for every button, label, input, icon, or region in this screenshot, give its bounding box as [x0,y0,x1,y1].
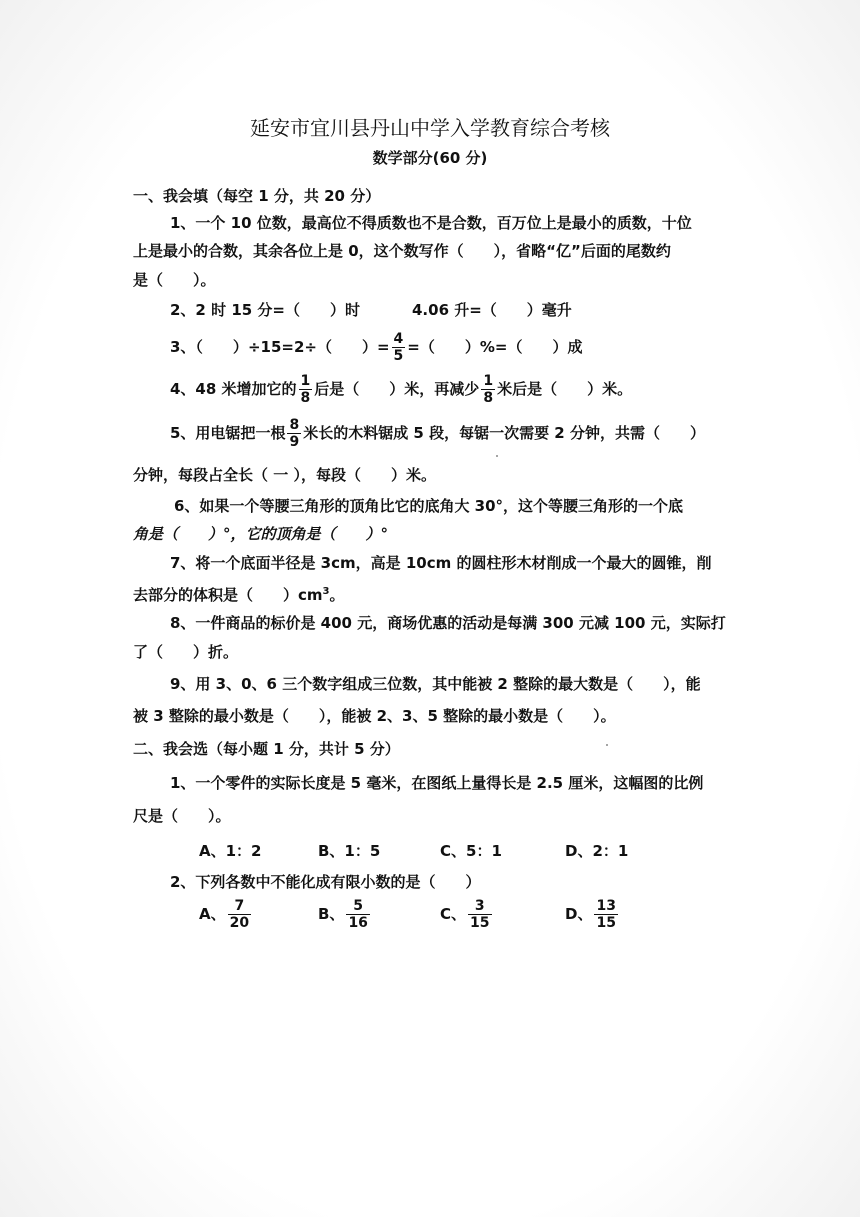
scan-speck [496,455,498,457]
q4-f1-num: 1 [300,373,311,389]
q8-line2: 了（ ）折。 [133,643,239,661]
q4-fraction-2 [481,373,495,406]
s2-q2-option-b [318,898,372,931]
s2-q1-line1: 1、一个零件的实际长度是 5 毫米，在图纸上量得长是 2.5 厘米，这幅图的比例 [170,774,704,792]
q2-part1: 2、2 时 15 分=（ ）时 [170,301,360,319]
section2-heading: 二、我会选（每小题 1 分，共计 5 分） [133,740,400,758]
q5-f-den: 9 [289,434,300,450]
s2-q2-d-den: 15 [596,915,616,931]
s2-q2-a-den: 20 [229,915,250,931]
q4-f2-den: 8 [483,390,494,406]
s2-q2-option-a [199,898,253,931]
q5-p1: 5、用电锯把一根 [170,424,286,442]
s2-q2-c-num: 3 [468,898,491,915]
q1-line1: 1、一个 10 位数，最高位不得质数也不是合数，百万位上是最小的质数，十位 [170,214,692,232]
s2-q2-d-fraction [594,898,617,931]
s2-q2-a-label: A、 [199,905,226,923]
q4-f2-num: 1 [483,373,494,389]
s2-q2-d-num: 13 [596,898,616,914]
s2-q2-b-label: B、 [318,905,345,923]
q7-line1: 7、将一个底面半径是 3cm，高是 10cm 的圆柱形木材削成一个最大的圆锥，削 [170,554,712,572]
s2-q1-option-c: C、5：1 [440,842,502,860]
q3-after: =（ ）%=（ ）成 [407,338,583,356]
q3-fraction [392,331,406,364]
q9-line1: 9、用 3、0、6 三个数字组成三位数，其中能被 2 整除的最大数是（ ），能 [170,675,701,693]
scan-speck [606,744,608,746]
s2-q2-option-d [565,898,620,931]
q1-line2: 上是最小的合数，其余各位上是 0，这个数写作（ ），省略“亿”后面的尾数约 [133,242,671,260]
q7-line2-after: 。 [329,586,345,604]
s2-q2-a-fraction [228,898,251,931]
s2-q2-stem: 2、下列各数中不能化成有限小数的是（ ） [170,873,481,891]
s2-q2-b-den: 16 [348,915,368,931]
q8-line1: 8、一件商品的标价是 400 元，商场优惠的活动是每满 300 元减 100 元，实际打 [170,614,726,632]
s2-q2-c-fraction [468,898,491,931]
q4-p3: 米后是（ ）米。 [497,380,633,398]
q4-f1-den: 8 [300,390,311,406]
q3-frac-den: 5 [393,348,404,364]
q1-line3: 是（ ）。 [133,271,216,289]
q3-line [170,330,582,370]
s2-q2-b-fraction [346,898,369,931]
q5-fraction [287,417,301,450]
q5-p2: 米长的木料锯成 5 段，每锯一次需要 2 分钟，共需（ ） [303,424,705,442]
s2-q2-b-num: 5 [346,898,369,915]
q5-f-num: 8 [289,417,300,433]
q9-line2: 被 3 整除的最小数是（ ），能被 2、3、5 整除的最小数是（ ）。 [133,707,616,725]
s2-q1-option-a: A、1：2 [199,842,262,860]
s2-q2-c-label: C、 [440,905,467,923]
s2-q1-line2: 尺是（ ）。 [133,807,231,825]
section1-heading: 一、我会填（每空 1 分，共 20 分） [133,187,381,205]
s2-q2-d-label: D、 [565,905,593,923]
q6-line2: 角是（ ）°，它的顶角是（ ）° [133,525,389,543]
s2-q2-a-num: 7 [228,898,251,915]
q6-line1: 6、如果一个等腰三角形的顶角比它的底角大 30°，这个等腰三角形的一个底 [174,497,684,515]
q2-part2: 4.06 升=（ ）毫升 [412,301,572,319]
q4-p1: 4、48 米增加它的 [170,380,297,398]
s2-q1-option-b: B、1：5 [318,842,381,860]
q5-line2: 分钟，每段占全长（ 一 ），每段（ ）米。 [133,466,436,484]
q7-superscript: 3 [322,586,330,597]
q4-p2: 后是（ ）米，再减少 [314,380,480,398]
q7-line2-before: 去部分的体积是（ ）cm [133,586,323,604]
q7-line2 [133,582,345,605]
q3-frac-num: 4 [393,331,404,347]
s2-q2-c-den: 15 [470,915,490,931]
q3-before: 3、（ ）÷15=2÷（ ）= [170,338,390,356]
q4-fraction-1 [299,373,313,406]
s2-q2-option-c [440,898,494,931]
q5-line1 [170,416,705,456]
s2-q1-option-d: D、2：1 [565,842,629,860]
exam-subtitle: 数学部分(60 分) [372,149,488,167]
q4-line [170,372,632,412]
exam-title: 延安市宜川县丹山中学入学教育综合考核 [250,116,610,140]
